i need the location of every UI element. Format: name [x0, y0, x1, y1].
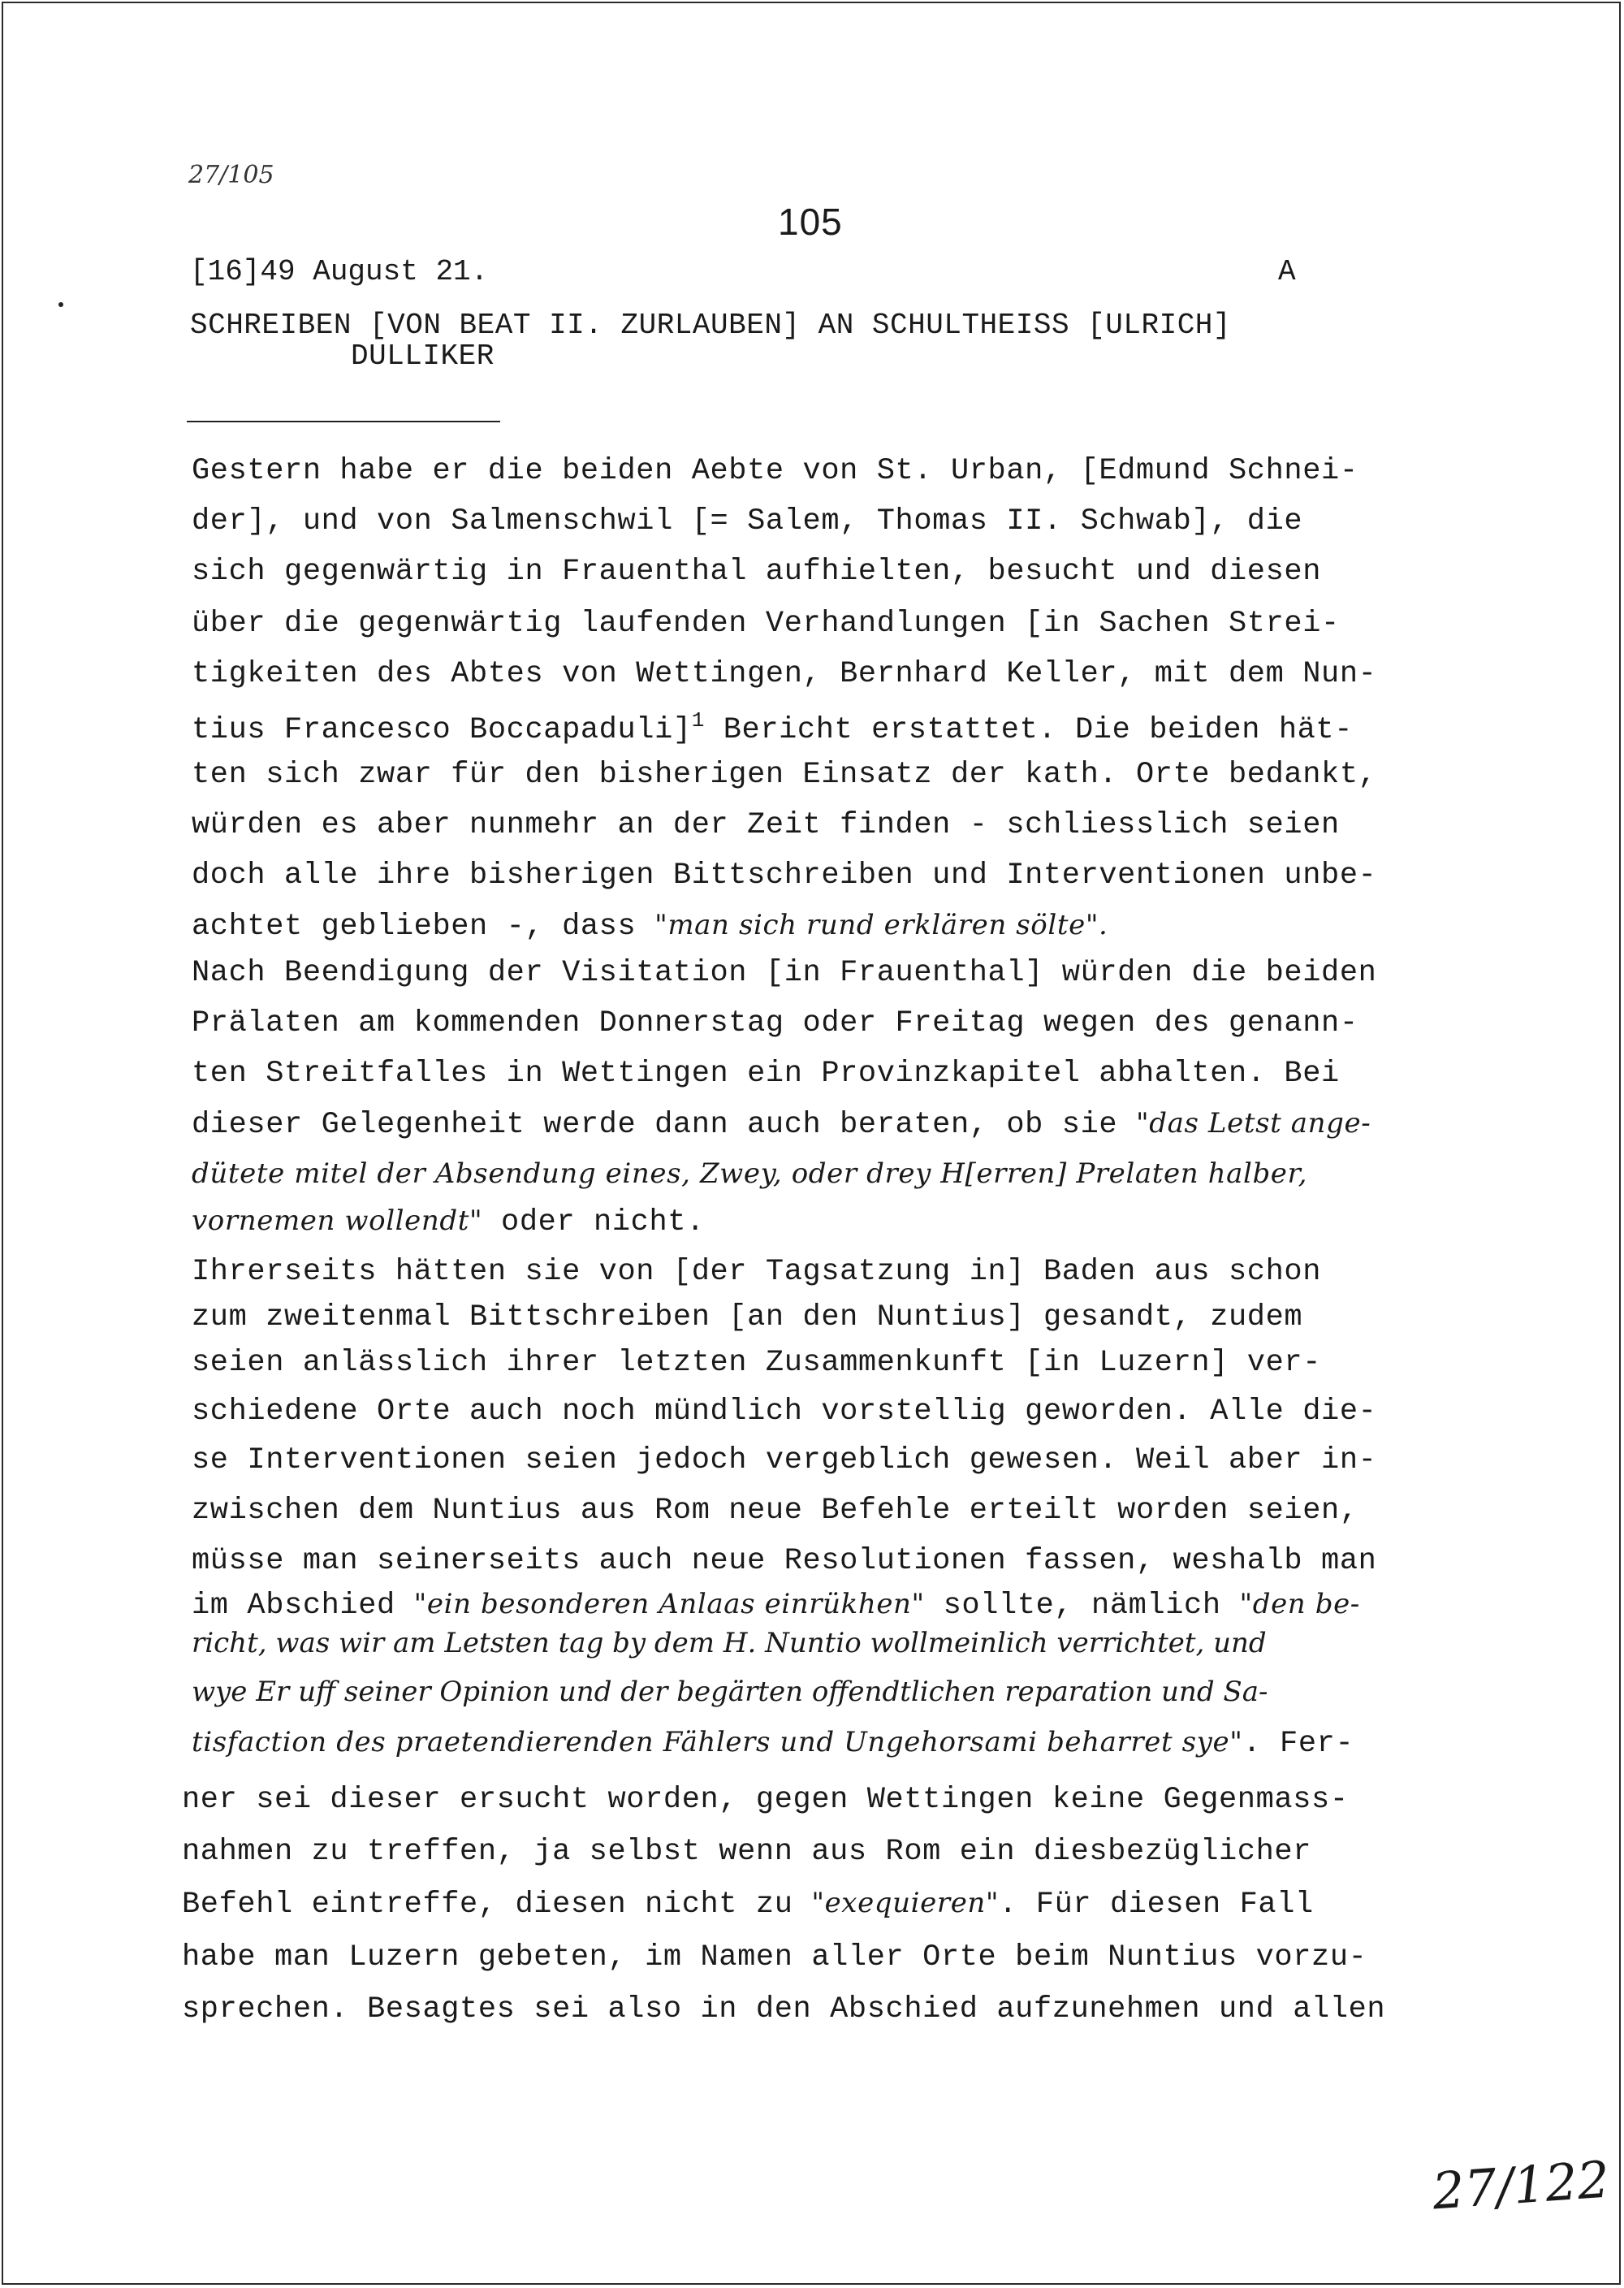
text-line: Ihrerseits hätten sie von [der Tagsatzung in] Baden aus schon [192, 1255, 1322, 1289]
folio-number: 27/105 [188, 161, 274, 189]
text-line: der], und von Salmenschwil [= Salem, Thomas II. Schwab], die [192, 504, 1303, 538]
text-line: zwischen dem Nuntius aus Rom neue Befehle erteilt worden seien, [192, 1494, 1358, 1528]
text-line: Gestern habe er die beiden Aebte von St. Urban, [Edmund Schnei- [192, 454, 1358, 488]
quotation: "das Letst ange- [1135, 1107, 1371, 1140]
text-line: sich gegenwärtig in Frauenthal aufhielten, besucht und diesen [192, 555, 1322, 589]
text-line: würden es aber nunmehr an der Zeit finden - schliesslich seien [192, 808, 1340, 842]
quotation: "man sich rund erklären sölte". [654, 909, 1108, 941]
text-line: im Abschied "ein besonderen Anlaas einrükhen" sollte, nämlich "den be- [192, 1588, 1360, 1623]
quotation: dütete mitel der Absendung eines, Zwey, oder drey H[erren] Prelaten halber, [192, 1157, 1308, 1190]
text-line: müsse man seinerseits auch neue Resolutionen fassen, weshalb man [192, 1544, 1377, 1578]
text-line: nahmen zu treffen, ja selbst wenn aus Rom ein diesbezüglicher [182, 1835, 1312, 1869]
text-line [192, 1157, 1308, 1191]
handwritten-folio: 27/122 [1430, 2149, 1612, 2221]
text-line: ner sei dieser ersucht worden, gegen Wettingen keine Gegenmass- [182, 1783, 1349, 1817]
quotation: richt, was wir am Letsten tag by dem H. Nuntio wollmeinlich verrichtet, und [192, 1627, 1267, 1659]
quotation: "ein besonderen Anlaas einrükhen" [413, 1588, 925, 1620]
text-line: Befehl eintreffe, diesen nicht zu "exequieren". Für diesen Fall [182, 1887, 1314, 1922]
text-line: vornemen wollendt" oder nicht. [192, 1205, 705, 1239]
text-line: habe man Luzern gebeten, im Namen aller Orte beim Nuntius vorzu- [182, 1940, 1367, 1974]
text-line: dieser Gelegenheit werde dann auch beraten, ob sie "das Letst ange- [192, 1107, 1371, 1142]
text-line: über die gegenwärtig laufenden Verhandlungen [in Sachen Strei- [192, 607, 1340, 641]
text-line: tigkeiten des Abtes von Wettingen, Bernhard Keller, mit dem Nun- [192, 657, 1377, 691]
text-line: zum zweitenmal Bittschreiben [an den Nuntius] gesandt, zudem [192, 1300, 1303, 1334]
title-rule [187, 421, 500, 422]
margin-dot [58, 302, 63, 307]
text-line: tius Francesco Boccapaduli]$^1$ Bericht erstattet. Die beiden hät- [192, 708, 1354, 747]
text-line: se Interventionen seien jedoch vergeblich gewesen. Weil aber in- [192, 1443, 1377, 1477]
text-line: tisfaction des praetendierenden Fählers und Ungehorsami beharret sye". Fer- [192, 1726, 1354, 1761]
document-title-line-2: DULLIKER [351, 340, 495, 373]
text-line [192, 1629, 1267, 1660]
text-line: ten sich zwar für den bisherigen Einsatz der kath. Orte bedankt, [192, 758, 1377, 792]
text-line: doch alle ihre bisherigen Bittschreiben und Interventionen unbe- [192, 859, 1377, 893]
quotation: "den be- [1239, 1588, 1360, 1620]
document-number: 105 [778, 201, 843, 243]
footnote-marker: 1 [691, 708, 705, 733]
manuscript-letter: A [1278, 255, 1296, 288]
text-line: sprechen. Besagtes sei also in den Abschied aufzunehmen und allen [182, 1992, 1386, 2026]
text-line: seien anlässlich ihrer letzten Zusammenkunft [in Luzern] ver- [192, 1346, 1322, 1380]
text-line: Prälaten am kommenden Donnerstag oder Freitag wegen des genann- [192, 1006, 1358, 1040]
quotation: vornemen wollendt" [192, 1205, 483, 1237]
text-line: achtet geblieben -, dass "man sich rund erklären sölte". [192, 909, 1108, 944]
quotation: wye Er uff seiner Opinion und der begärten offendtlichen reparation und Sa- [192, 1676, 1268, 1708]
quotation: tisfaction des praetendierenden Fählers und Ungehorsami beharret sye" [192, 1726, 1243, 1758]
document-date: [16]49 August 21. [190, 255, 489, 288]
text-line [192, 1678, 1268, 1709]
document-title-line-1: SCHREIBEN [VON BEAT II. ZURLAUBEN] AN SCHULTHEISS [ULRICH] [190, 309, 1232, 342]
text-line: Nach Beendigung der Visitation [in Frauenthal] würden die beiden [192, 956, 1377, 990]
text-line: ten Streitfalles in Wettingen ein Provinzkapitel abhalten. Bei [192, 1057, 1340, 1091]
quotation: "exequieren" [811, 1887, 1000, 1919]
text-line: schiedene Orte auch noch mündlich vorstellig geworden. Alle die- [192, 1395, 1377, 1429]
